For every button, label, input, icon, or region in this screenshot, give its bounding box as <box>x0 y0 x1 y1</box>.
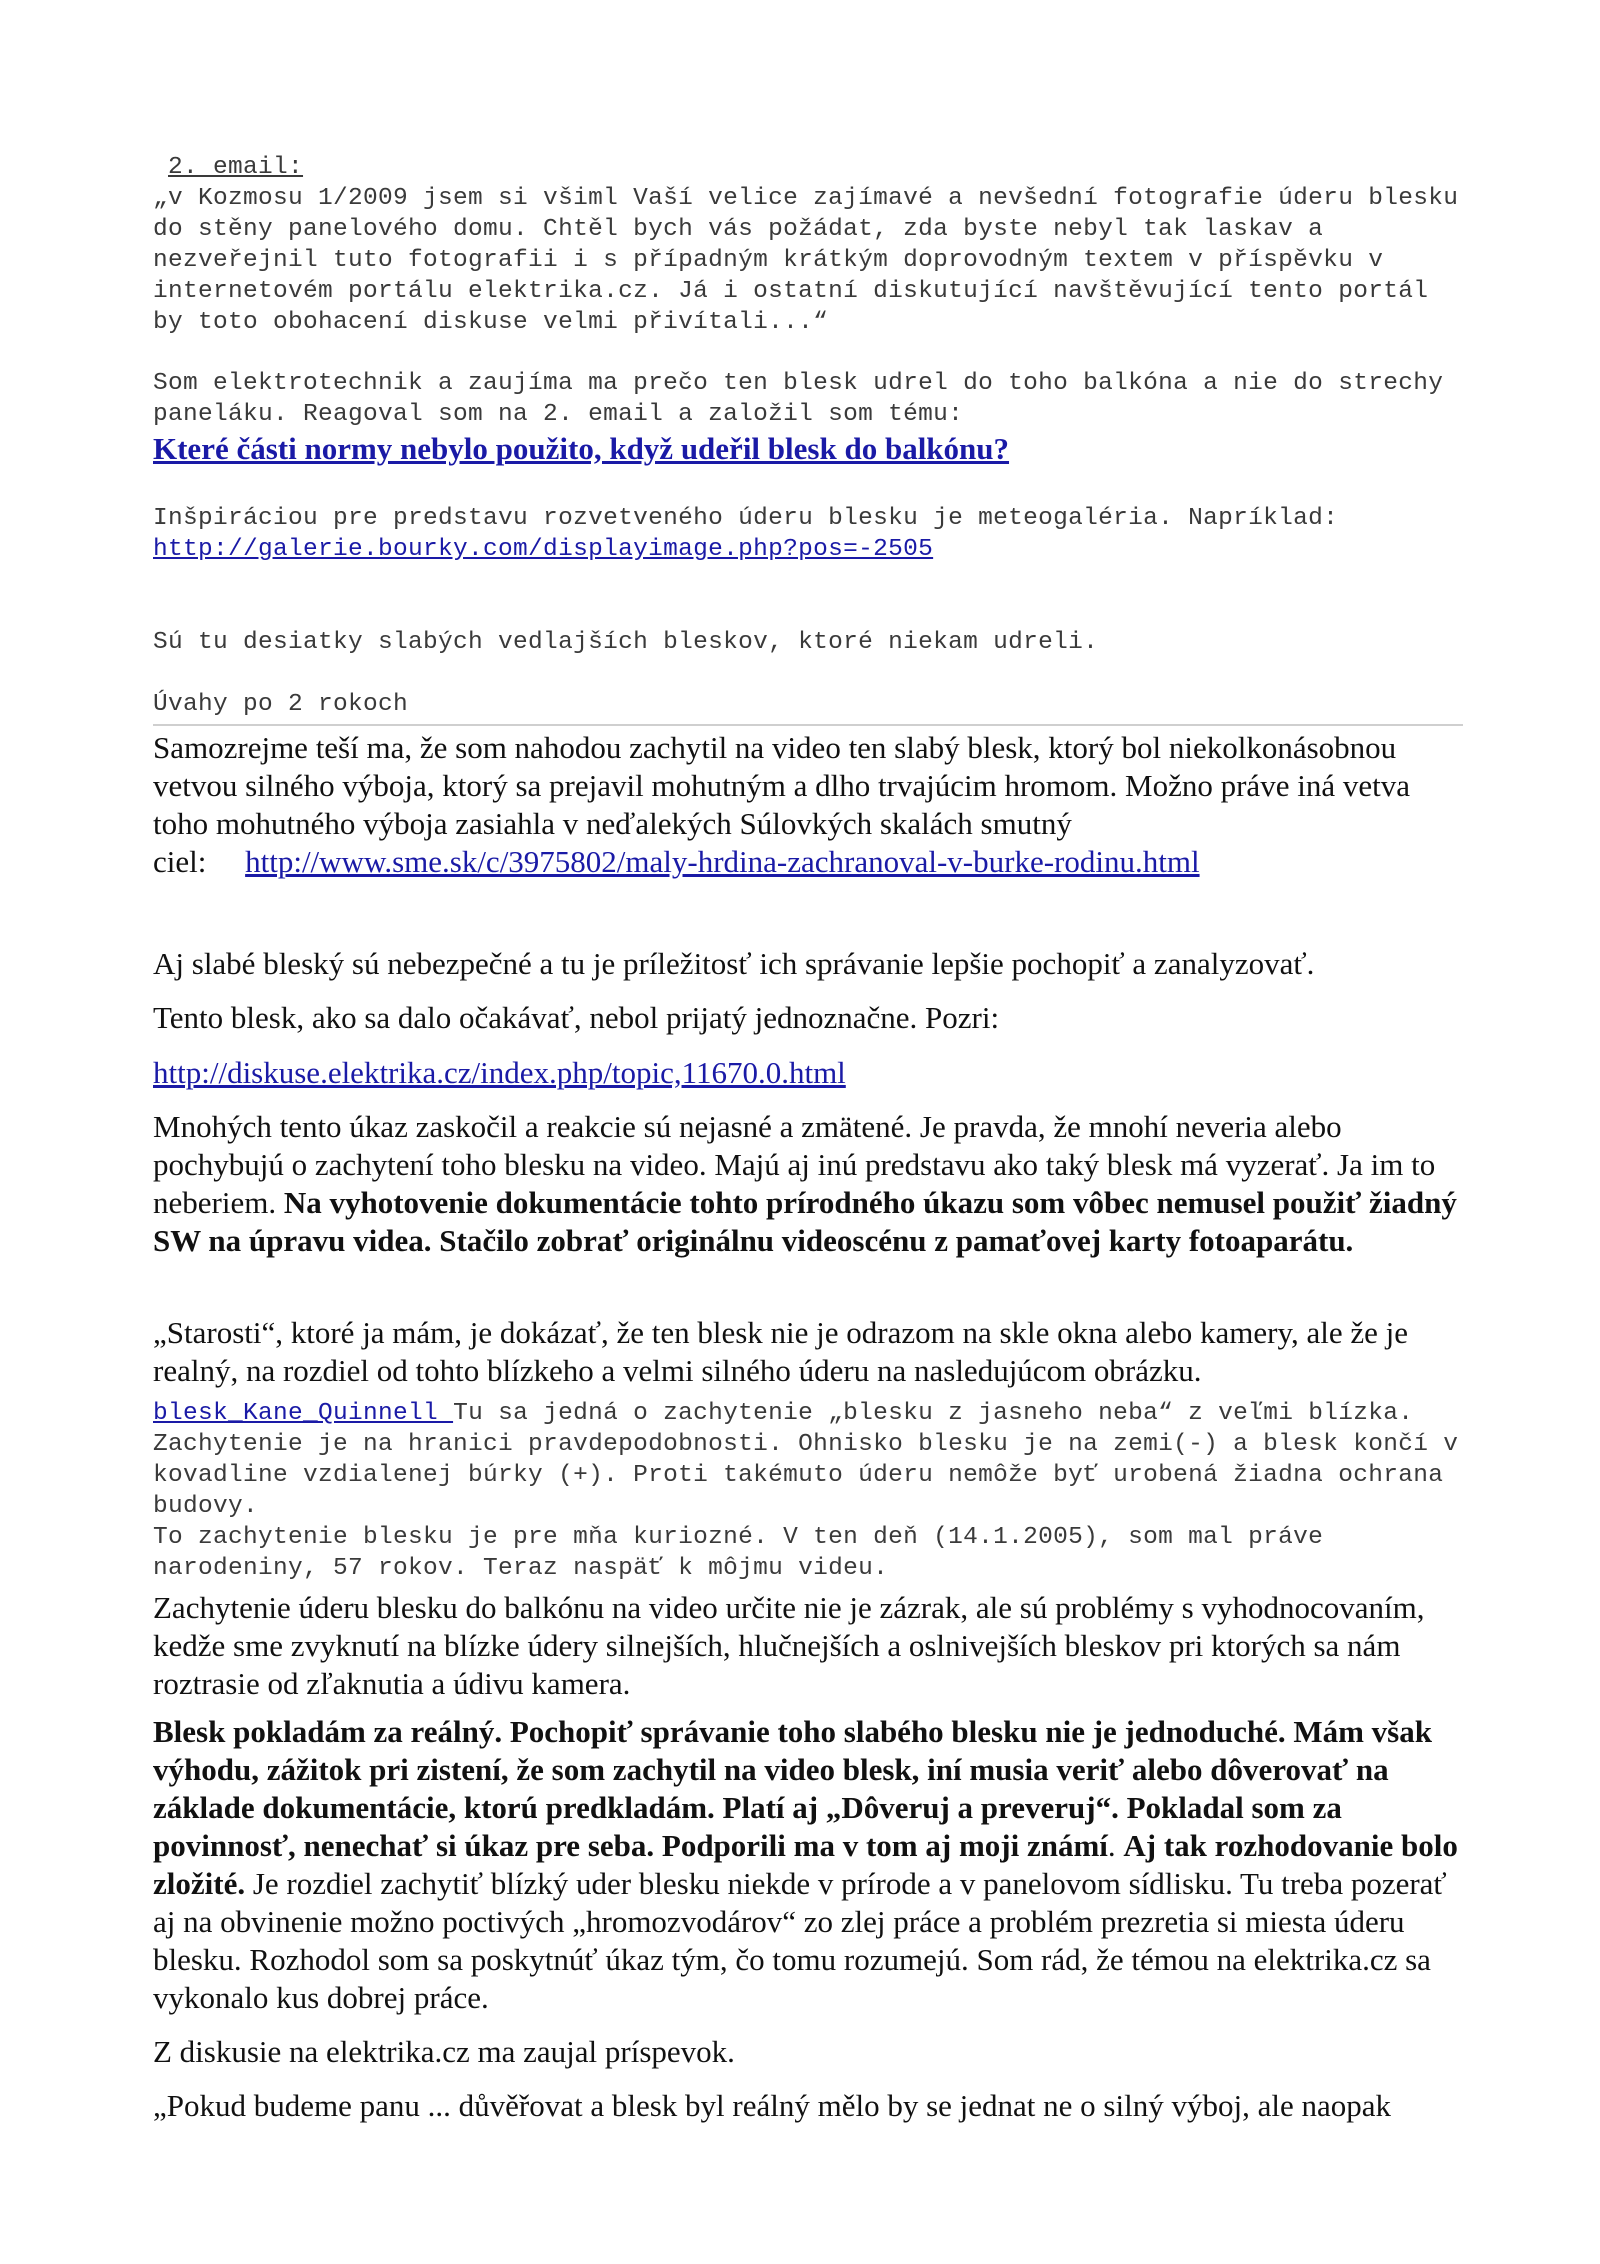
paragraph-3: Tento blesk, ako sa dalo očakávať, nebol prijatý jednoznačne. Pozri: <box>153 1000 1000 1035</box>
intro-paragraph: Som elektrotechnik a zaujíma ma prečo ten blesk udrel do toho balkóna a nie do strechy paneláku. Reagoval som na 2. email a založil som tému: <box>153 370 1444 428</box>
paragraph-6: Zachytenie úderu blesku do balkónu na video určite nie je zázrak, ale sú problémy s vyhodnocovaním, kedže sme zvyknutí na blízke údery silnejších, hlučnejších a oslnivejších bleskov pri ktorých sa nám roztrasie od zľaknutia a údivu kamera. <box>153 1590 1425 1701</box>
inspiration-paragraph <box>153 503 1463 565</box>
sme-link[interactable]: http://www.sme.sk/c/3975802/maly-hrdina-zachranoval-v-burke-rodinu.html <box>245 844 1200 879</box>
paragraph-7 <box>153 1713 1463 2017</box>
paragraph-7-bold-2: Aj tak rozhodovanie bolo zložité. <box>153 1828 1458 1901</box>
paragraph-1 <box>153 729 1463 881</box>
paragraph-7-bold-1: Blesk pokladám za reálný. Pochopiť správanie toho slabého blesku nie je jednoduché. Mám však výhodu, zážitok pri zistení, že som zachytil na video blesk, iní musia veriť alebo dôverovať na základe dokumentácie, ktorú predkladám. Platí aj „Dôveruj a preveruj“. Pokladal som za povinnosť, nenechať si úkaz pre seba. Podporili ma v tom aj moji známí <box>153 1714 1432 1863</box>
inspiration-text: Inšpiráciou pre predstavu rozvetveného úderu blesku je meteogaléria. Napríklad: <box>153 505 1339 532</box>
paragraph-9: „Pokud budeme panu ... důvěřovat a blesk byl reálný mělo by se jednat ne o silný výboj, ale naopak <box>153 2088 1391 2123</box>
paragraph-7-dot: . <box>1107 1828 1124 1863</box>
email-section <box>153 152 1463 338</box>
paragraph-4-bold: Na vyhotovenie dokumentácie tohto prírodného úkazu som vôbec nemusel použiť žiadný SW na úpravu videa. Stačilo zobrať originálnu videoscénu z pamaťovej karty fotoaparátu. <box>153 1185 1457 1258</box>
kane-link[interactable]: blesk_Kane_Quinnell <box>153 1400 454 1427</box>
topic-link-row <box>153 431 1463 467</box>
paragraph-4-text: Mnohých tento úkaz zaskočil a reakcie sú nejasné a zmätené. Je pravda, že mnohí neveria alebo pochybujú o zachytení toho blesku na video. Majú aj inú predstavu ako taký blesk má vyzerať. Ja im to neberiem. <box>153 1109 1436 1220</box>
topic-link[interactable]: Které části normy nebylo použito, když udeřil blesk do balkónu? <box>153 431 1010 466</box>
email-quote: „v Kozmosu 1/2009 jsem si všiml Vaší velice zajímavé a nevšední fotografie úderu blesku do stěny panelového domu. Chtěl bych vás požádat, zda byste nebyl tak laskav a nezveřejnil tuto fotografii i s případným krátkým doprovodným textem v příspěvku v internetovém portálu elektrika.cz. Já i ostatní diskutující navštěvující tento portál by toto obohacení diskuse velmi přivítali...“ <box>153 185 1459 336</box>
paragraph-5: „Starosti“, ktoré ja mám, je dokázať, že ten blesk nie je odrazom na skle okna alebo kamery, ale že je realný, na rozdiel od tohto blízkeho a velmi silného úderu na nasledujúcom obrázku. <box>153 1315 1409 1388</box>
kane-section <box>153 1398 1463 1584</box>
email-heading: 2. email: <box>168 154 304 181</box>
gallery-link[interactable]: http://galerie.bourky.com/displayimage.php?pos=-2505 <box>153 536 934 563</box>
paragraph-1-text: Samozrejme teší ma, že som nahodou zachytil na video ten slabý blesk, ktorý bol niekolkonásobnou vetvou silného výboja, ktorý sa prejavil mohutným a dlho trvajúcim hromom. Možno práve iná vetva toho mohutného výboja zasiahla v neďalekých Súlovkých skalách smutný ciel: <box>153 730 1410 879</box>
diskuse-link-row <box>153 1054 1463 1092</box>
paragraph-2: Aj slabé bleský sú nebezpečné a tu je príležitosť ich správanie lepšie pochopiť a zanalyzovať. <box>153 946 1315 981</box>
kane-text: Tu sa jedná o zachytenie „blesku z jasneho neba“ z veľmi blízka. Zachytenie je na hranici pravdepodobnosti. Ohnisko blesku je na zemi(-) a blesk končí v kovadline vzdialenej búrky (+). Proti takémuto úderu nemôže byť urobená žiadna ochrana budovy. <box>153 1400 1459 1520</box>
paragraph-8: Z diskusie na elektrika.cz ma zaujal príspevok. <box>153 2034 735 2069</box>
diskuse-link[interactable]: http://diskuse.elektrika.cz/index.php/topic,11670.0.html <box>153 1055 846 1090</box>
dozens-paragraph: Sú tu desiatky slabých vedlajších bleskov, ktoré niekam udreli. <box>153 629 1099 656</box>
reflections-heading: Úvahy po 2 rokoch <box>153 689 1463 726</box>
kane-text-2: To zachytenie blesku je pre mňa kuriozné. V ten deň (14.1.2005), som mal práve narodeniny, 57 rokov. Teraz naspäť k môjmu videu. <box>153 1524 1324 1582</box>
paragraph-7-rest: Je rozdiel zachytiť blízký uder blesku niekde v prírode a v panelovom sídlisku. Tu treba pozerať aj na obvinenie možno poctivých „hromozvodárov“ zo zlej práce a problém prezretia si miesta úderu blesku. Rozhodol som sa poskytnúť úkaz tým, čo tomu rozumejú. Som rád, že témou na elektrika.cz sa vykonalo kus dobrej práce. <box>153 1866 1447 2015</box>
paragraph-4 <box>153 1108 1463 1260</box>
